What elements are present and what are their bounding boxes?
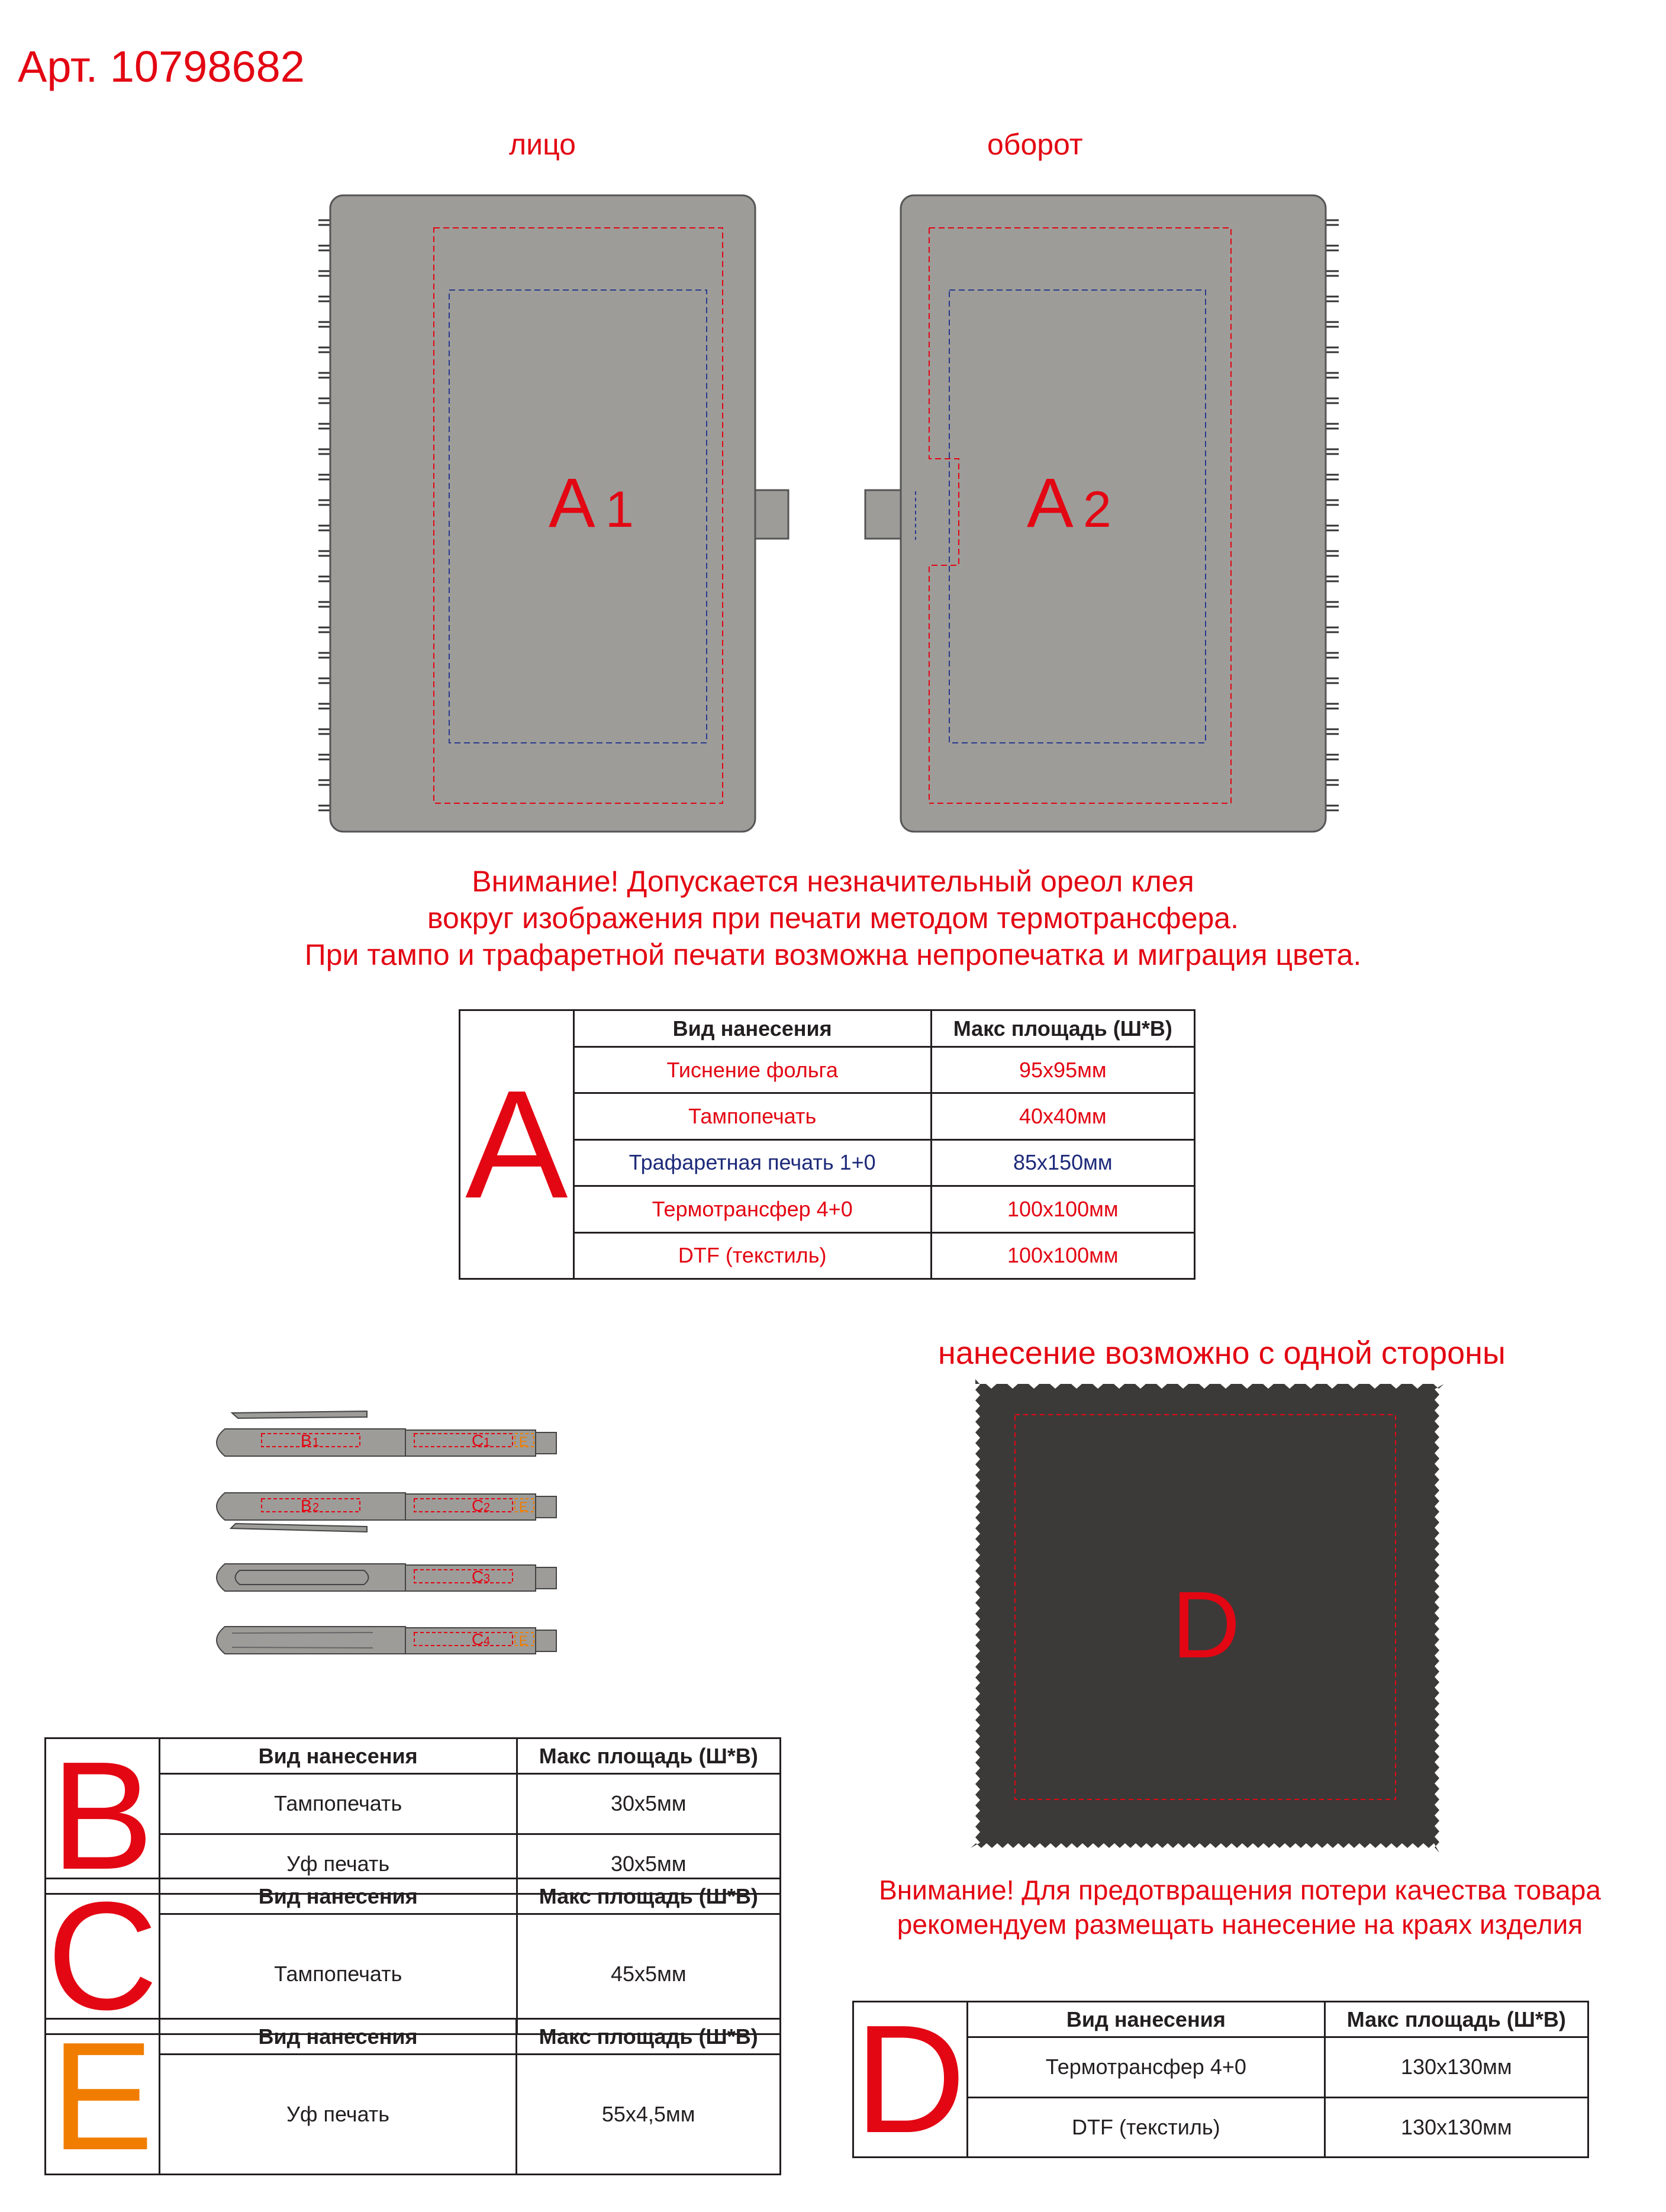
table-cell: 55x4,5мм [517, 2055, 781, 2175]
zone-c-letter: C [472, 1431, 484, 1450]
warning-line: Внимание! Для предотвращения потери качества товара [879, 1875, 1601, 1905]
table-cell: 100x100мм [931, 1232, 1194, 1279]
zone-b-index: 2 [312, 1501, 320, 1514]
zone-c-letter: C [472, 1496, 484, 1515]
zone-b-index: 1 [312, 1436, 320, 1449]
col-method-header: Вид нанесения [159, 1738, 517, 1774]
table-cell: Тиснение фольга [573, 1047, 931, 1093]
zone-c-letter: C [472, 1630, 484, 1648]
cloth-warning [826, 1873, 1654, 1941]
col-area-header: Макс площадь (Ш*В) [517, 2019, 781, 2055]
zone-a2-index: 2 [1083, 481, 1111, 538]
zone-c-index: 4 [484, 1635, 491, 1648]
front-side-label: лицо [509, 128, 576, 161]
table-d [852, 1994, 1589, 2165]
zone-a1-index: 1 [605, 481, 634, 538]
zone-e-letter: E [519, 1633, 528, 1648]
table-cell: 30x5мм [517, 1834, 780, 1894]
table-cell: Трафаретная печать 1+0 [573, 1139, 931, 1186]
pens-illustration [195, 1403, 669, 1675]
zone-b-letter: B [301, 1496, 312, 1515]
table-cell: Термотрансфер 4+0 [573, 1186, 931, 1232]
table-d-letter: D [853, 2002, 968, 2158]
table-cell: 45x5мм [517, 1914, 780, 2034]
notebook-front [330, 195, 788, 832]
col-area-header: Макс площадь (Ш*В) [517, 1738, 780, 1774]
table-cell: Термотрансфер 4+0 [967, 2037, 1325, 2098]
zone-d-letter: D [1172, 1572, 1240, 1677]
pen-3 [217, 1564, 556, 1591]
table-cell: Уф печать [159, 2055, 517, 2175]
zone-c-index: 2 [484, 1501, 491, 1514]
table-a [459, 1009, 1195, 1280]
zone-c-index: 1 [484, 1436, 491, 1449]
col-method-header: Вид нанесения [967, 2002, 1325, 2037]
back-side-label: оборот [987, 128, 1083, 161]
notebook-back [865, 195, 1326, 832]
warning-line: вокруг изображения при печати методом термотрансфера. [427, 901, 1239, 935]
warning-line: рекомендуем размещать нанесение на краях изделия [897, 1909, 1583, 1940]
table-cell: 130x130мм [1325, 2037, 1588, 2098]
table-cell: 85x150мм [931, 1139, 1194, 1186]
col-area-header: Макс площадь (Ш*В) [1325, 2002, 1588, 2037]
table-cell: Уф печать [159, 1834, 517, 1894]
warning-line: При тампо и трафаретной печати возможна непропечатка и миграция цвета. [304, 938, 1362, 971]
zone-a1-letter: A [549, 464, 595, 542]
table-cell: 130x130мм [1325, 2097, 1588, 2158]
col-area-header: Макс площадь (Ш*В) [931, 1010, 1194, 1047]
table-e-letter: E [46, 2019, 160, 2175]
cloth-illustration [971, 1379, 1444, 1853]
zone-c-index: 3 [484, 1572, 491, 1585]
col-method-header: Вид нанесения [159, 1879, 517, 1914]
col-method-header: Вид нанесения [159, 2019, 517, 2055]
table-cell: Тампопечать [159, 1774, 517, 1834]
zone-c-letter: C [472, 1567, 484, 1586]
table-e [44, 2011, 781, 2182]
warning-line: Внимание! Допускается незначительный ореол клея [472, 865, 1194, 898]
zone-b-letter: B [301, 1431, 312, 1450]
table-cell: Тампопечать [159, 1914, 517, 2034]
col-method-header: Вид нанесения [573, 1010, 931, 1047]
notebook-tab-front [755, 490, 788, 539]
article-title: Арт. 10798682 [18, 42, 305, 91]
table-c [44, 1870, 781, 2042]
zone-a2-letter: A [1027, 464, 1074, 542]
table-cell: 40x40мм [931, 1093, 1194, 1139]
table-b-letter: B [46, 1738, 160, 1894]
table-a-letter: A [460, 1010, 574, 1279]
table-cell: 100x100мм [931, 1186, 1194, 1232]
cloth-side-note: нанесение возможно с одной стороны [938, 1335, 1506, 1371]
pen-4 [217, 1627, 556, 1654]
table-c-letter: C [46, 1879, 160, 2034]
notebook-illustration [296, 189, 1361, 841]
notebook-warning [0, 863, 1666, 973]
pen-1 [217, 1411, 556, 1456]
pen-2 [217, 1493, 556, 1532]
table-cell: DTF (текстиль) [967, 2097, 1325, 2158]
table-cell: 30x5мм [517, 1774, 780, 1834]
zone-e-letter: E [519, 1499, 528, 1514]
col-area-header: Макс площадь (Ш*В) [517, 1879, 780, 1914]
table-cell: DTF (текстиль) [573, 1232, 931, 1279]
zone-e-letter: E [519, 1434, 528, 1449]
notebook-tab-back [865, 490, 901, 539]
table-cell: 95x95мм [931, 1047, 1194, 1093]
table-cell: Тампопечать [573, 1093, 931, 1139]
